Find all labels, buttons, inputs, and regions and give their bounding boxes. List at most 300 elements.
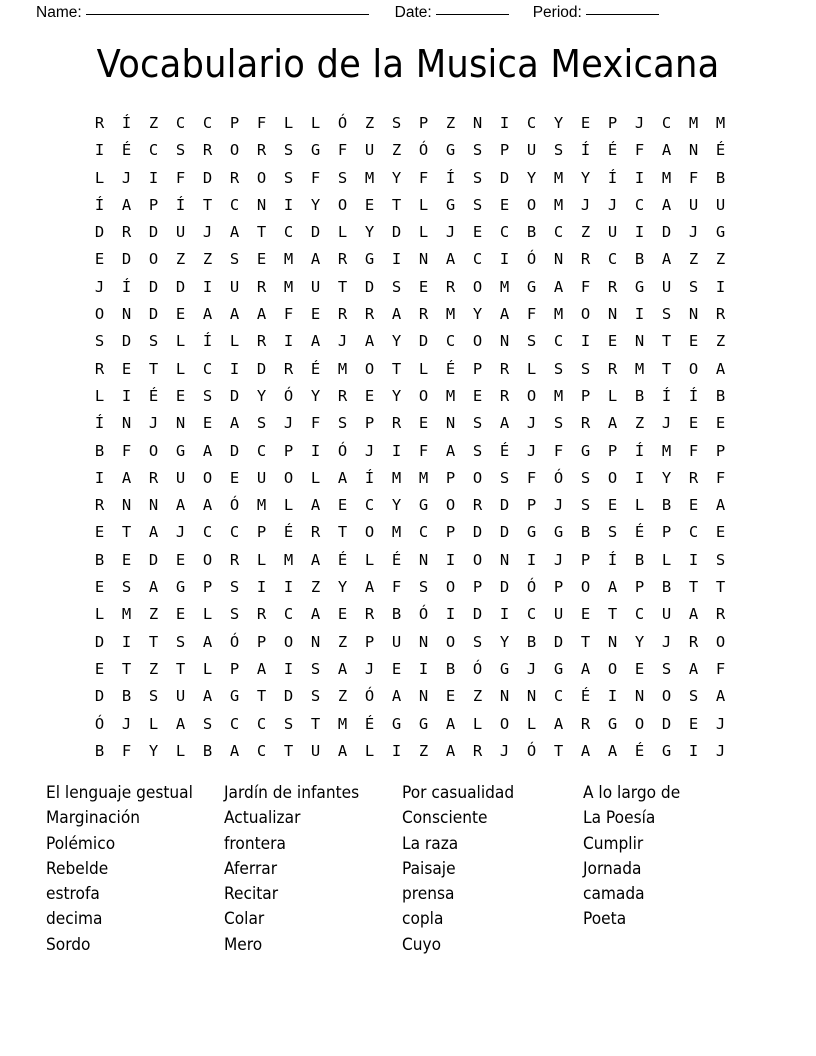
grid-cell[interactable]: G <box>310 141 321 160</box>
grid-cell[interactable]: P <box>499 141 510 160</box>
grid-cell[interactable]: L <box>364 550 375 569</box>
grid-cell[interactable]: A <box>715 359 726 378</box>
grid-cell[interactable]: O <box>580 578 591 597</box>
grid-cell[interactable]: E <box>715 414 726 433</box>
grid-cell[interactable]: E <box>445 687 456 706</box>
grid-cell[interactable]: L <box>283 114 294 132</box>
grid-cell[interactable]: Y <box>364 223 375 242</box>
grid-cell[interactable]: I <box>688 550 699 569</box>
grid-cell[interactable]: A <box>715 687 726 706</box>
grid-cell[interactable]: A <box>310 332 321 351</box>
grid-cell[interactable]: F <box>526 305 537 324</box>
grid-cell[interactable]: Y <box>526 168 537 187</box>
grid-cell[interactable]: A <box>607 414 618 433</box>
grid-cell[interactable]: U <box>553 605 564 624</box>
grid-cell[interactable]: A <box>148 523 159 542</box>
grid-cell[interactable]: N <box>121 305 132 324</box>
grid-cell[interactable]: T <box>283 741 294 760</box>
grid-cell[interactable]: G <box>634 277 645 296</box>
word-list-item[interactable]: Jardín de infantes <box>224 783 360 802</box>
grid-cell[interactable]: L <box>310 114 321 132</box>
grid-cell[interactable]: O <box>445 632 456 651</box>
grid-cell[interactable]: M <box>418 468 429 487</box>
grid-cell[interactable]: A <box>202 496 213 515</box>
grid-cell[interactable]: Í <box>661 386 672 405</box>
grid-cell[interactable]: S <box>472 414 483 433</box>
grid-cell[interactable]: B <box>445 659 456 678</box>
grid-cell[interactable]: A <box>337 741 348 760</box>
grid-cell[interactable]: Í <box>445 168 456 187</box>
grid-cell[interactable]: N <box>148 496 159 515</box>
word-list-item[interactable]: Recitar <box>224 884 279 904</box>
grid-cell[interactable]: P <box>580 386 591 405</box>
grid-cell[interactable]: U <box>661 277 672 296</box>
grid-cell[interactable]: P <box>580 550 591 569</box>
grid-cell[interactable]: B <box>94 550 105 569</box>
grid-cell[interactable]: D <box>229 386 240 405</box>
grid-cell[interactable]: G <box>580 441 591 460</box>
grid-cell[interactable]: D <box>499 496 510 515</box>
grid-cell[interactable]: J <box>148 414 159 433</box>
grid-cell[interactable]: E <box>472 386 483 405</box>
grid-cell[interactable]: E <box>688 496 699 515</box>
grid-cell[interactable]: É <box>310 359 321 378</box>
grid-cell[interactable]: Í <box>94 414 105 433</box>
grid-cell[interactable]: S <box>175 632 186 651</box>
grid-cell[interactable]: G <box>445 141 456 160</box>
grid-cell[interactable]: E <box>337 605 348 624</box>
grid-cell[interactable]: R <box>580 250 591 269</box>
grid-cell[interactable]: S <box>607 523 618 542</box>
grid-cell[interactable]: D <box>661 223 672 242</box>
grid-cell[interactable]: B <box>715 168 726 187</box>
grid-cell[interactable]: F <box>634 141 645 160</box>
grid-cell[interactable]: N <box>121 496 132 515</box>
word-list-item[interactable]: Actualizar <box>224 808 301 828</box>
grid-cell[interactable]: A <box>337 468 348 487</box>
grid-cell[interactable]: D <box>499 168 510 187</box>
grid-cell[interactable]: M <box>499 277 510 296</box>
grid-cell[interactable]: I <box>202 277 213 296</box>
grid-cell[interactable]: T <box>391 359 402 378</box>
grid-cell[interactable]: I <box>499 605 510 624</box>
grid-cell[interactable]: B <box>580 523 591 542</box>
grid-cell[interactable]: É <box>337 550 348 569</box>
grid-cell[interactable]: E <box>715 523 726 542</box>
grid-cell[interactable]: J <box>337 332 348 351</box>
grid-cell[interactable]: C <box>229 714 240 733</box>
grid-cell[interactable]: I <box>499 250 510 269</box>
grid-cell[interactable]: G <box>229 687 240 706</box>
grid-cell[interactable]: A <box>661 250 672 269</box>
grid-cell[interactable]: T <box>661 332 672 351</box>
grid-cell[interactable]: J <box>607 195 618 214</box>
grid-cell[interactable]: Y <box>391 496 402 515</box>
grid-cell[interactable]: S <box>202 386 213 405</box>
grid-cell[interactable]: L <box>364 741 375 760</box>
grid-cell[interactable]: L <box>202 659 213 678</box>
grid-cell[interactable]: N <box>688 305 699 324</box>
grid-cell[interactable]: J <box>364 659 375 678</box>
grid-cell[interactable]: U <box>391 632 402 651</box>
word-list-item[interactable]: Poeta <box>583 909 627 929</box>
grid-cell[interactable]: E <box>364 386 375 405</box>
grid-cell[interactable]: C <box>202 523 213 542</box>
grid-cell[interactable]: I <box>580 332 591 351</box>
grid-cell[interactable]: Z <box>715 332 726 351</box>
grid-cell[interactable]: U <box>310 277 321 296</box>
grid-cell[interactable]: G <box>607 714 618 733</box>
grid-cell[interactable]: S <box>391 114 402 132</box>
grid-cell[interactable]: P <box>364 632 375 651</box>
grid-cell[interactable]: S <box>580 496 591 515</box>
grid-cell[interactable]: C <box>148 141 159 160</box>
grid-cell[interactable]: P <box>526 496 537 515</box>
grid-cell[interactable]: I <box>310 441 321 460</box>
grid-cell[interactable]: A <box>661 141 672 160</box>
grid-cell[interactable]: P <box>661 523 672 542</box>
grid-cell[interactable]: R <box>364 305 375 324</box>
grid-cell[interactable]: M <box>337 359 348 378</box>
grid-cell[interactable]: T <box>310 714 321 733</box>
grid-cell[interactable]: É <box>715 141 726 160</box>
grid-cell[interactable]: Í <box>688 386 699 405</box>
grid-cell[interactable]: A <box>310 605 321 624</box>
grid-cell[interactable]: E <box>607 332 618 351</box>
grid-cell[interactable]: J <box>715 714 726 733</box>
grid-cell[interactable]: A <box>175 714 186 733</box>
grid-cell[interactable]: R <box>337 386 348 405</box>
grid-cell[interactable]: E <box>607 496 618 515</box>
grid-cell[interactable]: B <box>94 441 105 460</box>
word-list-item[interactable]: Aferrar <box>224 858 278 878</box>
grid-cell[interactable]: D <box>499 523 510 542</box>
grid-cell[interactable]: Z <box>148 659 159 678</box>
grid-cell[interactable]: N <box>634 687 645 706</box>
grid-cell[interactable]: B <box>661 496 672 515</box>
grid-cell[interactable]: S <box>688 687 699 706</box>
grid-cell[interactable]: A <box>121 468 132 487</box>
grid-cell[interactable]: J <box>499 741 510 760</box>
grid-cell[interactable]: Y <box>148 741 159 760</box>
grid-cell[interactable]: N <box>472 114 483 132</box>
grid-cell[interactable]: S <box>472 168 483 187</box>
grid-cell[interactable]: Y <box>391 168 402 187</box>
grid-cell[interactable]: G <box>418 496 429 515</box>
grid-cell[interactable]: P <box>283 441 294 460</box>
grid-cell[interactable]: D <box>472 605 483 624</box>
grid-cell[interactable]: A <box>310 496 321 515</box>
grid-cell[interactable]: P <box>229 114 240 132</box>
grid-cell[interactable]: F <box>553 441 564 460</box>
grid-cell[interactable]: I <box>445 605 456 624</box>
grid-cell[interactable]: N <box>418 250 429 269</box>
word-list-item[interactable]: Cuyo <box>402 934 442 954</box>
word-list-item[interactable]: decima <box>46 909 103 929</box>
grid-cell[interactable]: F <box>688 441 699 460</box>
grid-cell[interactable]: S <box>418 578 429 597</box>
grid-cell[interactable]: A <box>121 195 132 214</box>
grid-cell[interactable]: M <box>553 305 564 324</box>
grid-cell[interactable]: N <box>607 305 618 324</box>
grid-cell[interactable]: R <box>607 359 618 378</box>
grid-cell[interactable]: B <box>391 605 402 624</box>
grid-cell[interactable]: J <box>526 659 537 678</box>
grid-cell[interactable]: U <box>715 195 726 214</box>
grid-cell[interactable]: B <box>526 223 537 242</box>
grid-cell[interactable]: P <box>607 114 618 132</box>
grid-cell[interactable]: G <box>715 223 726 242</box>
grid-cell[interactable]: O <box>472 332 483 351</box>
name-write-line[interactable] <box>86 14 369 15</box>
grid-cell[interactable]: I <box>715 277 726 296</box>
grid-cell[interactable]: F <box>580 277 591 296</box>
grid-cell[interactable]: S <box>526 332 537 351</box>
grid-cell[interactable]: C <box>175 114 186 132</box>
grid-cell[interactable]: O <box>472 550 483 569</box>
grid-cell[interactable]: R <box>499 359 510 378</box>
grid-cell[interactable]: T <box>607 605 618 624</box>
grid-cell[interactable]: R <box>310 523 321 542</box>
grid-cell[interactable]: I <box>634 168 645 187</box>
grid-cell[interactable]: Ó <box>229 496 240 515</box>
word-list-item[interactable]: Jornada <box>583 858 642 878</box>
grid-cell[interactable]: I <box>283 332 294 351</box>
grid-cell[interactable]: P <box>445 468 456 487</box>
grid-cell[interactable]: J <box>553 550 564 569</box>
grid-cell[interactable]: G <box>391 714 402 733</box>
grid-cell[interactable]: M <box>634 359 645 378</box>
word-list-item[interactable]: Sordo <box>46 934 91 954</box>
grid-cell[interactable]: R <box>499 386 510 405</box>
grid-cell[interactable]: G <box>553 523 564 542</box>
grid-cell[interactable]: L <box>94 605 105 624</box>
grid-cell[interactable]: D <box>121 250 132 269</box>
grid-cell[interactable]: R <box>283 359 294 378</box>
grid-cell[interactable]: I <box>283 578 294 597</box>
grid-cell[interactable]: J <box>580 195 591 214</box>
grid-cell[interactable]: M <box>553 168 564 187</box>
grid-cell[interactable]: D <box>94 632 105 651</box>
grid-cell[interactable]: S <box>472 441 483 460</box>
grid-cell[interactable]: O <box>283 468 294 487</box>
grid-cell[interactable]: Í <box>607 550 618 569</box>
grid-cell[interactable]: E <box>364 195 375 214</box>
grid-cell[interactable]: E <box>418 277 429 296</box>
word-list-item[interactable]: camada <box>583 884 645 904</box>
grid-cell[interactable]: S <box>256 414 267 433</box>
grid-cell[interactable]: C <box>445 332 456 351</box>
grid-cell[interactable]: B <box>634 550 645 569</box>
grid-cell[interactable]: E <box>688 332 699 351</box>
grid-cell[interactable]: L <box>526 359 537 378</box>
grid-cell[interactable]: J <box>688 223 699 242</box>
grid-cell[interactable]: A <box>256 659 267 678</box>
grid-cell[interactable]: R <box>94 496 105 515</box>
grid-cell[interactable]: J <box>175 523 186 542</box>
grid-cell[interactable]: M <box>445 305 456 324</box>
grid-cell[interactable]: S <box>310 659 321 678</box>
grid-cell[interactable]: R <box>472 741 483 760</box>
grid-cell[interactable]: I <box>634 305 645 324</box>
grid-cell[interactable]: O <box>526 195 537 214</box>
grid-cell[interactable]: P <box>418 114 429 132</box>
word-list-item[interactable]: Polémico <box>46 833 116 853</box>
grid-cell[interactable]: S <box>580 359 591 378</box>
grid-cell[interactable]: E <box>175 605 186 624</box>
grid-cell[interactable]: E <box>634 659 645 678</box>
grid-cell[interactable]: I <box>418 659 429 678</box>
grid-cell[interactable]: M <box>391 468 402 487</box>
grid-cell[interactable]: E <box>688 414 699 433</box>
grid-cell[interactable]: L <box>202 605 213 624</box>
grid-cell[interactable]: F <box>391 578 402 597</box>
grid-cell[interactable]: O <box>445 578 456 597</box>
grid-cell[interactable]: T <box>121 523 132 542</box>
grid-cell[interactable]: Y <box>310 195 321 214</box>
grid-cell[interactable]: É <box>364 714 375 733</box>
word-list-item[interactable]: copla <box>402 909 444 929</box>
grid-cell[interactable]: Y <box>256 386 267 405</box>
grid-cell[interactable]: É <box>148 386 159 405</box>
grid-cell[interactable]: R <box>256 277 267 296</box>
grid-cell[interactable]: I <box>283 659 294 678</box>
grid-cell[interactable]: O <box>229 141 240 160</box>
grid-cell[interactable]: R <box>121 223 132 242</box>
grid-cell[interactable]: C <box>283 605 294 624</box>
word-list-item[interactable]: Colar <box>224 909 265 929</box>
grid-cell[interactable]: L <box>607 386 618 405</box>
grid-cell[interactable]: B <box>121 687 132 706</box>
grid-cell[interactable]: G <box>661 741 672 760</box>
grid-cell[interactable]: A <box>364 578 375 597</box>
grid-cell[interactable]: T <box>715 578 726 597</box>
grid-cell[interactable]: I <box>391 250 402 269</box>
grid-cell[interactable]: E <box>202 414 213 433</box>
grid-cell[interactable]: S <box>472 632 483 651</box>
grid-cell[interactable]: T <box>661 359 672 378</box>
grid-cell[interactable]: D <box>499 578 510 597</box>
grid-cell[interactable]: Ó <box>526 250 537 269</box>
grid-cell[interactable]: Ó <box>364 687 375 706</box>
grid-cell[interactable]: U <box>364 141 375 160</box>
grid-cell[interactable]: Y <box>580 168 591 187</box>
grid-cell[interactable]: C <box>661 114 672 132</box>
grid-cell[interactable]: L <box>256 550 267 569</box>
grid-cell[interactable]: R <box>229 550 240 569</box>
grid-cell[interactable]: E <box>310 305 321 324</box>
grid-cell[interactable]: D <box>148 223 159 242</box>
grid-cell[interactable]: P <box>715 441 726 460</box>
grid-cell[interactable]: E <box>121 359 132 378</box>
grid-cell[interactable]: I <box>607 687 618 706</box>
grid-cell[interactable]: U <box>175 223 186 242</box>
grid-cell[interactable]: Ó <box>229 632 240 651</box>
grid-cell[interactable]: I <box>121 386 132 405</box>
grid-cell[interactable]: E <box>337 496 348 515</box>
grid-cell[interactable]: S <box>337 168 348 187</box>
grid-cell[interactable]: T <box>175 659 186 678</box>
grid-cell[interactable]: A <box>688 659 699 678</box>
grid-cell[interactable]: S <box>148 332 159 351</box>
grid-cell[interactable]: Y <box>472 305 483 324</box>
grid-cell[interactable]: O <box>202 550 213 569</box>
grid-cell[interactable]: E <box>94 250 105 269</box>
grid-cell[interactable]: F <box>121 741 132 760</box>
word-list-item[interactable]: La Poesía <box>583 808 656 828</box>
grid-cell[interactable]: U <box>256 468 267 487</box>
grid-cell[interactable]: B <box>526 632 537 651</box>
grid-cell[interactable]: R <box>688 632 699 651</box>
grid-cell[interactable]: Y <box>337 578 348 597</box>
grid-cell[interactable]: S <box>229 605 240 624</box>
grid-cell[interactable]: F <box>688 168 699 187</box>
grid-cell[interactable]: T <box>337 523 348 542</box>
grid-cell[interactable]: J <box>94 277 105 296</box>
grid-cell[interactable]: N <box>499 332 510 351</box>
grid-cell[interactable]: L <box>310 468 321 487</box>
grid-cell[interactable]: C <box>256 741 267 760</box>
word-list-item[interactable]: prensa <box>402 884 455 904</box>
grid-cell[interactable]: M <box>283 250 294 269</box>
grid-cell[interactable]: I <box>256 578 267 597</box>
grid-cell[interactable]: S <box>229 578 240 597</box>
grid-cell[interactable]: Y <box>391 386 402 405</box>
grid-cell[interactable]: F <box>337 141 348 160</box>
grid-cell[interactable]: U <box>526 141 537 160</box>
grid-cell[interactable]: R <box>256 605 267 624</box>
grid-cell[interactable]: R <box>418 305 429 324</box>
grid-cell[interactable]: D <box>283 687 294 706</box>
grid-cell[interactable]: J <box>634 114 645 132</box>
grid-cell[interactable]: N <box>175 414 186 433</box>
grid-cell[interactable]: L <box>526 714 537 733</box>
grid-cell[interactable]: Z <box>445 114 456 132</box>
grid-cell[interactable]: A <box>202 632 213 651</box>
grid-cell[interactable]: D <box>94 223 105 242</box>
grid-cell[interactable]: N <box>553 250 564 269</box>
grid-cell[interactable]: O <box>715 632 726 651</box>
grid-cell[interactable]: A <box>391 687 402 706</box>
grid-cell[interactable]: O <box>283 632 294 651</box>
grid-cell[interactable]: Z <box>715 250 726 269</box>
grid-cell[interactable]: U <box>229 277 240 296</box>
grid-cell[interactable]: E <box>256 250 267 269</box>
grid-cell[interactable]: S <box>202 714 213 733</box>
grid-cell[interactable]: C <box>364 496 375 515</box>
grid-cell[interactable]: S <box>175 141 186 160</box>
grid-cell[interactable]: R <box>229 168 240 187</box>
grid-cell[interactable]: Z <box>148 114 159 132</box>
grid-cell[interactable]: U <box>607 223 618 242</box>
grid-cell[interactable]: M <box>391 523 402 542</box>
grid-cell[interactable]: R <box>337 305 348 324</box>
grid-cell[interactable]: I <box>526 550 537 569</box>
grid-cell[interactable]: C <box>202 359 213 378</box>
grid-cell[interactable]: A <box>229 414 240 433</box>
grid-cell[interactable]: E <box>175 386 186 405</box>
grid-cell[interactable]: O <box>661 687 672 706</box>
grid-cell[interactable]: É <box>634 741 645 760</box>
grid-cell[interactable]: B <box>661 578 672 597</box>
word-list-item[interactable]: Marginación <box>46 808 141 828</box>
grid-cell[interactable]: N <box>310 632 321 651</box>
grid-cell[interactable]: P <box>445 523 456 542</box>
grid-cell[interactable]: R <box>364 605 375 624</box>
grid-cell[interactable]: P <box>607 441 618 460</box>
grid-cell[interactable]: P <box>553 578 564 597</box>
grid-cell[interactable]: D <box>310 223 321 242</box>
